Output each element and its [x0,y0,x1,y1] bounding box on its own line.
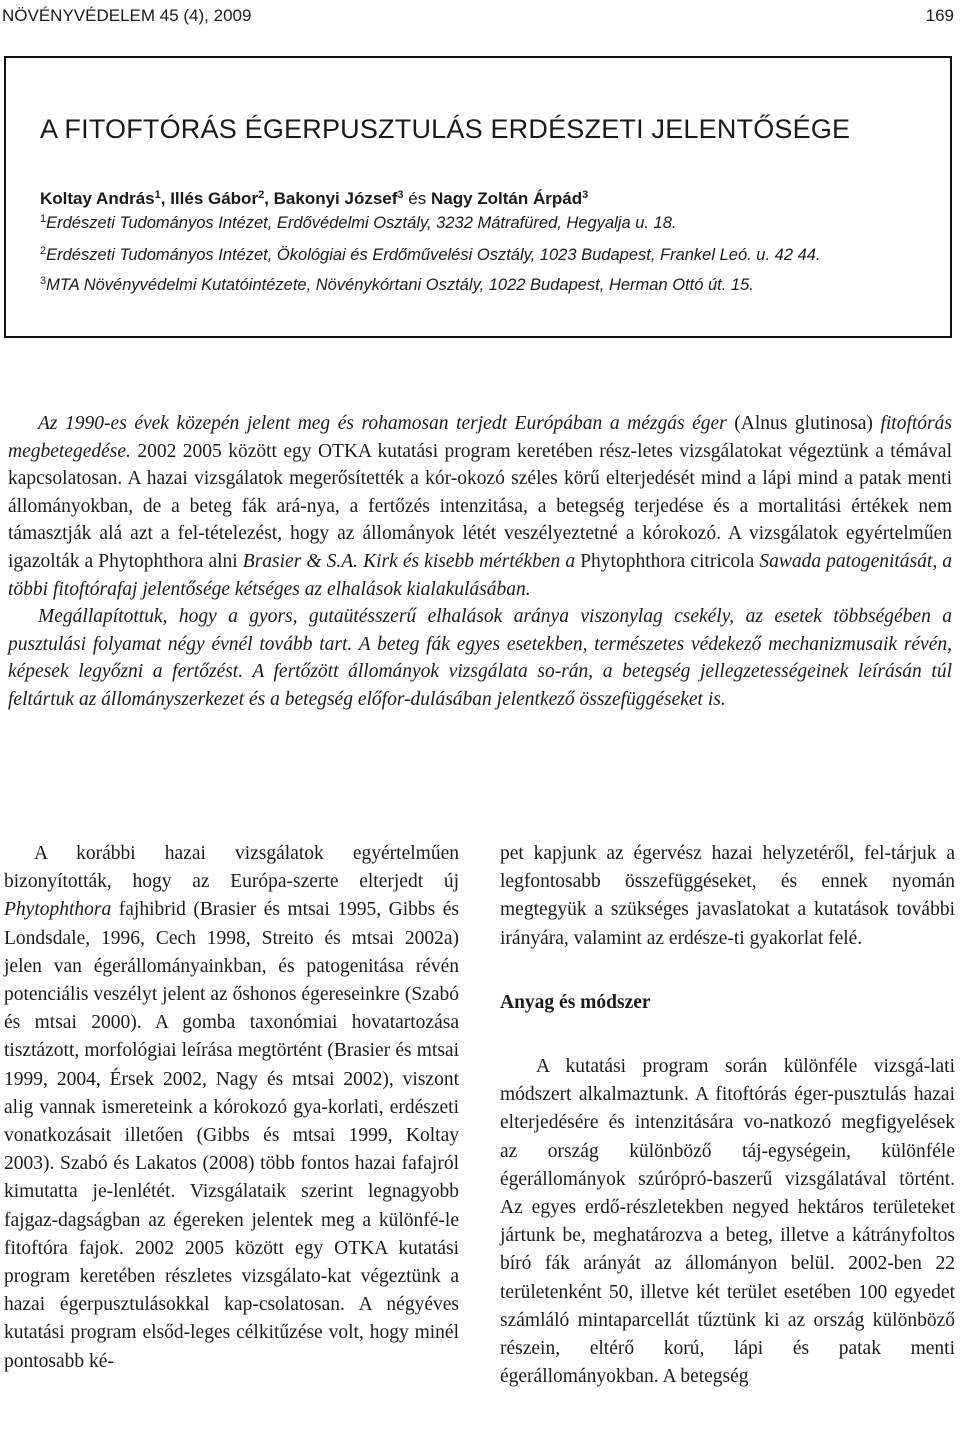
title-box [4,56,952,338]
species-name: Phytophthora citricola [580,550,755,572]
abstract [8,410,952,714]
affiliation-text: Erdészeti Tudományos Intézet, Ökológiai és Erdőművelési Osztály, 1023 Budapest, Frankel Leó. u. 42 44. [46,246,821,264]
running-head [0,6,960,30]
species-name: (Alnus glutinosa) [726,413,881,434]
journal-citation: NÖVÉNYVÉDELEM 45 (4), 2009 [2,6,252,25]
affiliation-sup: 3 [40,275,47,287]
body-text: fajhibrid (Brasier és mtsai 1995, Gibbs és Londsdale, 1996, Cech 1998, Streito és mtsai 2002a) jelen van égerállományainkban, és patogenitása révén potenciális veszélyt jelent az őshonos égereseinkre (Szabó és mtsai 2000). A gomba taxonómiai hovatartozása tisztázott, morfológiai leírása megtörtént (Brasier és mtsai 1999, 2004, Érsek 2002, Nagy és mtsai 2002), viszont alig vannak ismereteink a kórokozó gya-korlati, erdészeti vonatkozásait illetően (Gibbs és mtsai 1999, Koltay 2003). Szabó és Lakatos (2008) több fontos hazai fafajról kimutatta je-lenlétét. Vizsgálataik szerint legnagyobb fajgaz-dagságban az égereken jelentek meg a különfé-le fitoftóra fajok. 2002 2005 között egy OTKA kutatási program keretében részletes vizsgálato-kat végeztünk a hazai égerpusztulásokkal kap-csolatosan. A négyéves kutatási program elsőd-leges célkitűzése volt, hogy minél pontosabb ké- [4,899,459,1372]
body-column-left [4,840,459,1376]
genus-name: Phytophthora [4,899,112,921]
affiliation-1 [40,212,677,234]
body-text: A korábbi hazai vizsgálatok egyértelműen bizonyították, hogy az Európa-szerte elterjedt új [4,843,459,893]
affiliation-3 [40,274,754,296]
author-affil-sup: 2 [258,189,265,201]
affiliation-text: Erdészeti Tudományos Intézet, Erdővédelmi Osztály, 3232 Mátrafüred, Hegyalja u. 18. [46,214,677,232]
affiliation-2 [40,244,821,266]
author-name: Nagy Zoltán Árpád [430,189,583,208]
body-paragraph [4,840,459,1376]
author-list [40,188,588,210]
abstract-text: fitoftórás megbetegedése. [8,413,952,462]
section-heading: Anyag és módszer [500,991,651,1013]
body-paragraph: A kutatási program során különféle vizsgá-lati módszert alkalmaztunk. A fitoftórás éger-pusztulás hazai elterjedésére és intenzitására vo-natkozó megfigyelések az ország különböző táj-egységein, különféle égerállományok szúrópró-baszerű vizsgálatával történt. Az egyes erdő-részletekben negyed hektáros területeket jártunk be, meghatározva a beteg, illetve a kátrányfoltos bíró fák arányát az állományon belül. 2002-ben 22 területenként 50, illetve két terület esetében 100 egyedet számláló mintaparcellát tűztünk ki az ország különböző részein, eltérő korú, lápi és patak menti égerállományokban. A betegség [500,1056,955,1388]
author-name: , Illés Gábor [160,189,259,208]
author-name: , Bakonyi József [264,189,398,208]
author-affil-sup: 3 [582,189,589,201]
abstract-paragraph-2: Megállapítottuk, hogy a gyors, gutaütésszerű elhalások aránya viszonylag csekély, az esetek többségében a pusztulási folyamat négy évnél tovább tart. A beteg fák egyes esetekben, természetes védekező mechanizmusaik révén, képesek legyőzni a fertőzést. A fertőzött állományok vizsgálata so-rán, a betegség jellegzetességeinek leírásán túl feltártuk az állományszerkezet és a betegség előfor-dulásában jelentkező összefüggéseket is. [8,606,952,710]
author-affil-sup: 3 [397,189,404,201]
affiliation-text: MTA Növényvédelmi Kutatóintézete, Növénykórtani Osztály, 1022 Budapest, Herman Ottó út. 15. [46,276,754,294]
affiliation-sup: 2 [40,245,47,257]
author-name: Koltay András [40,189,155,208]
abstract-paragraph-1 [8,410,952,603]
page-number: 169 [925,6,954,25]
affiliation-sup: 1 [40,213,47,225]
species-name: Phytophthora alni [98,550,238,572]
abstract-text: Sawada patogenitását, a többi fitoftórafaj jelentősége kétséges az elhalások kialakulásában. [8,550,953,600]
abstract-text: Brasier & S.A. Kirk és kisebb mértékben a [237,550,581,572]
body-paragraph: pet kapjunk az égervész hazai helyzetéről, fel-tárjuk a legfontosabb összefüggéseket, és ennek nyomán megtegyük a szükséges javaslatokat a kutatások további irányára, valamint az erdésze-ti gyakorlat felé. [500,843,955,949]
author-conjunction: és [408,189,427,208]
author-affil-sup: 1 [154,189,161,201]
paper-title: A FITOFTÓRÁS ÉGERPUSZTULÁS ERDÉSZETI JELENTŐSÉGE [40,114,851,144]
body-column-right [500,840,955,1391]
abstract-text: 2002 2005 között egy OTKA kutatási program keretében rész-letes vizsgálatokat végeztünk a témával kapcsolatosan. A hazai vizsgálatok megerősítették a kór-okozó széles körű elterjedését mind a lápi mind a patak menti állományokban, de a beteg fák ará-nya, a fertőzés intenzitása, a betegség terjedése és a mortalitási értékek nem támasztják alá azt a fel-tételezést, hogy az állományok létét veszélyeztetné a kórokozó. A vizsgálatok egyértelműen igazolták a [8,440,952,572]
abstract-text: Az 1990-es évek közepén jelent meg és rohamosan terjedt Európában a mézgás éger [38,413,727,434]
